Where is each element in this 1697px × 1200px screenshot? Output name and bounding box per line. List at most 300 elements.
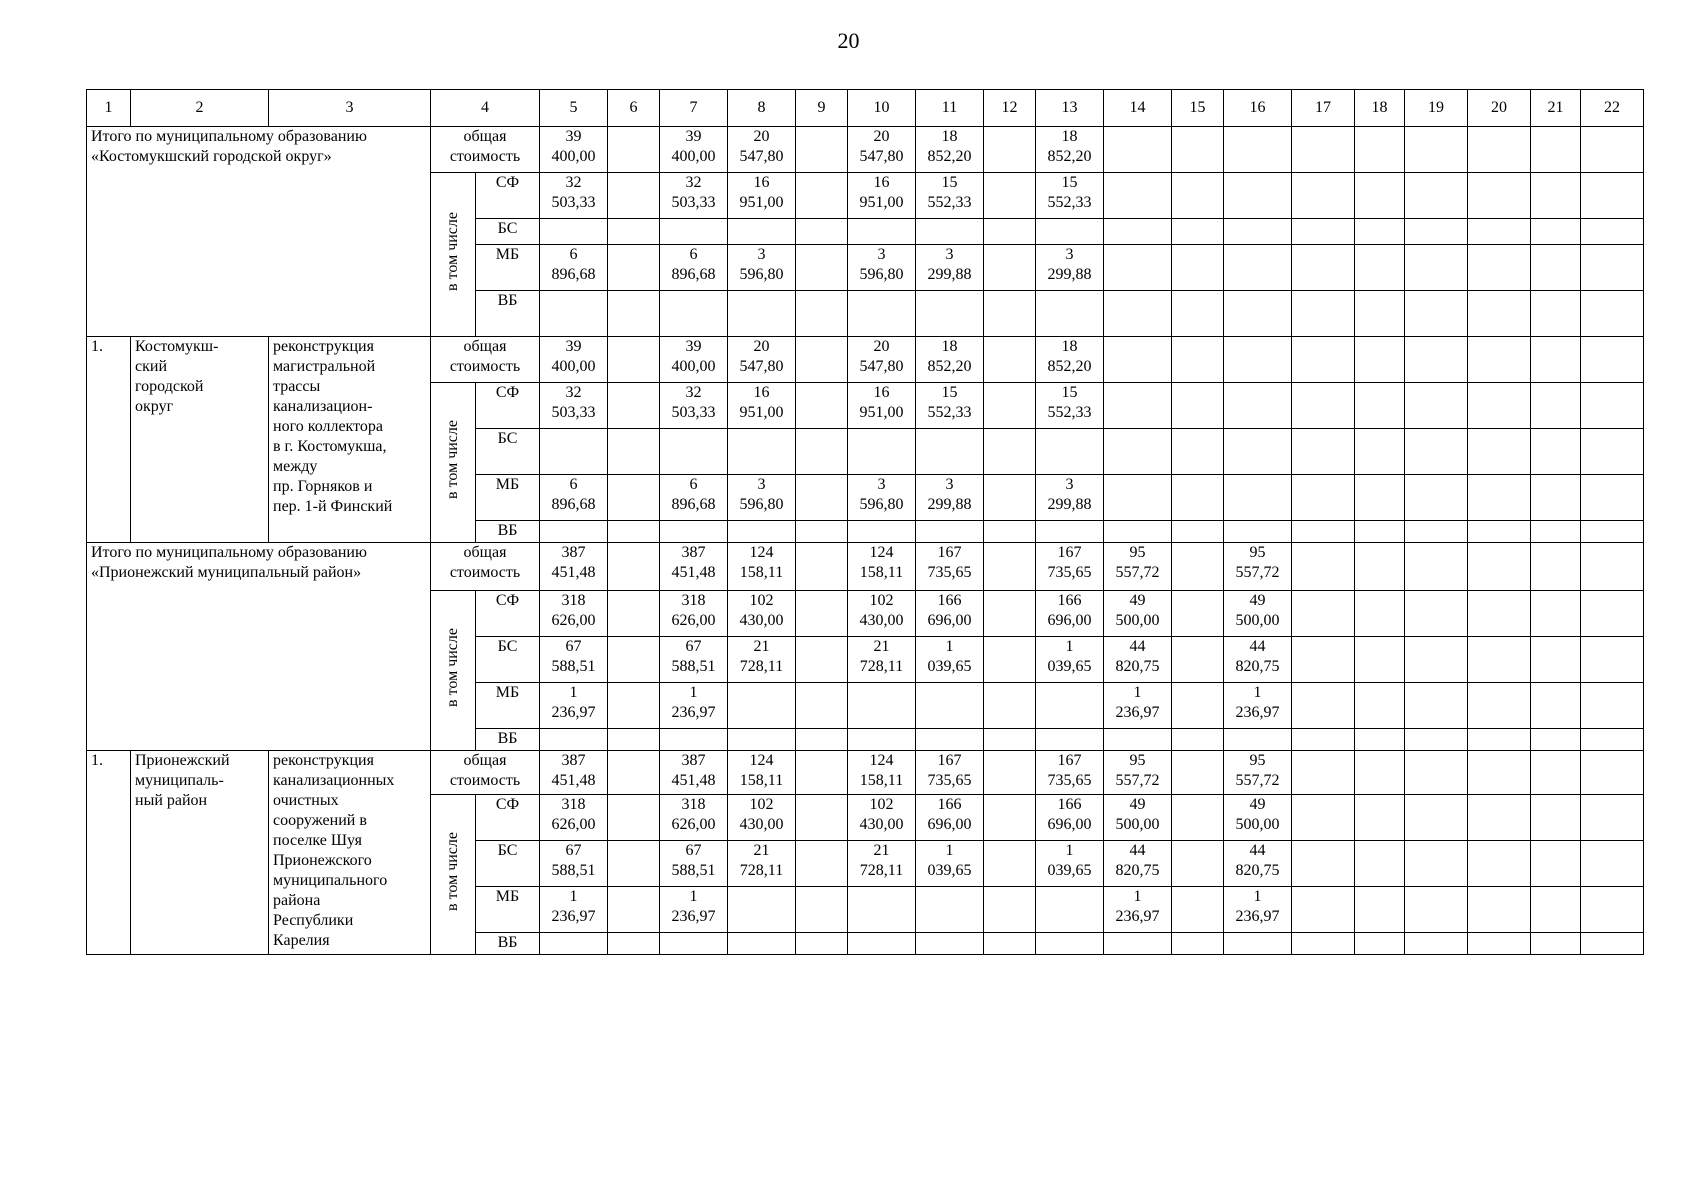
value-cell (1581, 173, 1644, 219)
value-cell: 124 158,11 (728, 751, 796, 795)
value-cell: 32 503,33 (540, 173, 608, 219)
value-cell (1172, 795, 1224, 841)
value-cell (796, 751, 848, 795)
value-cell (1224, 383, 1292, 429)
source-label: СФ (476, 173, 540, 219)
value-cell (540, 219, 608, 245)
value-cell (1468, 383, 1531, 429)
value-cell (984, 521, 1036, 543)
value-cell (1104, 219, 1172, 245)
value-cell (1405, 729, 1468, 751)
column-header: 2 (131, 90, 269, 127)
value-cell (1355, 751, 1405, 795)
value-cell (916, 683, 984, 729)
value-cell (540, 729, 608, 751)
value-cell: 67 588,51 (540, 841, 608, 887)
value-cell (1292, 383, 1355, 429)
value-cell (660, 219, 728, 245)
value-cell (660, 429, 728, 475)
value-cell (1531, 887, 1581, 933)
value-cell (1224, 127, 1292, 173)
value-cell (728, 219, 796, 245)
value-cell (796, 841, 848, 887)
value-cell (1104, 383, 1172, 429)
value-cell (1468, 173, 1531, 219)
value-cell (608, 591, 660, 637)
value-cell (1531, 127, 1581, 173)
including-text: в том числе (444, 212, 461, 291)
value-cell (1355, 683, 1405, 729)
value-cell (1292, 795, 1355, 841)
value-cell (728, 887, 796, 933)
value-cell: 49 500,00 (1104, 591, 1172, 637)
value-cell (1405, 337, 1468, 383)
value-cell (1581, 543, 1644, 591)
value-cell (1581, 475, 1644, 521)
column-header: 10 (848, 90, 916, 127)
value-cell: 18 852,20 (916, 337, 984, 383)
value-cell (1172, 127, 1224, 173)
value-cell: 318 626,00 (540, 795, 608, 841)
column-header: 14 (1104, 90, 1172, 127)
value-cell (796, 127, 848, 173)
value-cell (1104, 429, 1172, 475)
value-cell: 16 951,00 (848, 383, 916, 429)
value-cell (1172, 383, 1224, 429)
value-cell (916, 219, 984, 245)
value-cell (1531, 245, 1581, 291)
value-cell (1036, 887, 1104, 933)
column-header: 7 (660, 90, 728, 127)
value-cell (660, 729, 728, 751)
value-cell: 20 547,80 (848, 337, 916, 383)
value-cell (1292, 591, 1355, 637)
column-header: 19 (1405, 90, 1468, 127)
value-cell: 167 735,65 (916, 751, 984, 795)
value-cell (1468, 337, 1531, 383)
value-cell: 21 728,11 (728, 841, 796, 887)
source-label: СФ (476, 591, 540, 637)
value-cell (1224, 245, 1292, 291)
value-cell: 95 557,72 (1104, 543, 1172, 591)
total-title: Итого по муниципальному образованию «Костомукшский городской округ» (87, 127, 431, 337)
value-cell (796, 173, 848, 219)
item-number: 1. (87, 751, 131, 955)
value-cell (796, 543, 848, 591)
value-cell (1355, 383, 1405, 429)
source-label: СФ (476, 383, 540, 429)
value-cell (916, 521, 984, 543)
value-cell (916, 429, 984, 475)
column-header: 15 (1172, 90, 1224, 127)
value-cell (1172, 337, 1224, 383)
value-cell (1468, 933, 1531, 955)
value-cell (1531, 219, 1581, 245)
value-cell (1581, 841, 1644, 887)
value-cell (608, 429, 660, 475)
header-row (87, 90, 1644, 127)
value-cell (1405, 173, 1468, 219)
value-cell (848, 521, 916, 543)
value-cell: 1 236,97 (1224, 683, 1292, 729)
value-cell: 387 451,48 (660, 751, 728, 795)
value-cell (608, 475, 660, 521)
value-cell (1531, 751, 1581, 795)
value-cell: 167 735,65 (916, 543, 984, 591)
value-cell (1531, 383, 1581, 429)
value-cell (984, 933, 1036, 955)
value-cell (1104, 173, 1172, 219)
value-cell (608, 127, 660, 173)
value-cell (1172, 637, 1224, 683)
value-cell (1355, 521, 1405, 543)
value-cell: 124 158,11 (728, 543, 796, 591)
value-cell (984, 383, 1036, 429)
value-cell (1292, 219, 1355, 245)
value-cell: 49 500,00 (1224, 795, 1292, 841)
value-cell: 95 557,72 (1224, 543, 1292, 591)
value-cell: 49 500,00 (1224, 591, 1292, 637)
value-cell (1405, 521, 1468, 543)
value-cell (1405, 591, 1468, 637)
value-cell (1224, 475, 1292, 521)
value-cell (608, 933, 660, 955)
including-label (431, 795, 476, 955)
value-cell (1468, 591, 1531, 637)
value-cell (1224, 933, 1292, 955)
value-cell (1405, 887, 1468, 933)
value-cell (608, 521, 660, 543)
value-cell (1468, 637, 1531, 683)
value-cell (1468, 475, 1531, 521)
value-cell: 44 820,75 (1224, 637, 1292, 683)
value-cell (1581, 383, 1644, 429)
value-cell (1468, 521, 1531, 543)
value-cell: 20 547,80 (728, 337, 796, 383)
value-cell (1405, 637, 1468, 683)
value-cell (1292, 543, 1355, 591)
including-label (431, 173, 476, 337)
value-cell (608, 383, 660, 429)
value-cell (608, 173, 660, 219)
source-label: СФ (476, 795, 540, 841)
table-row (87, 751, 1644, 795)
column-header: 20 (1468, 90, 1531, 127)
value-cell (1172, 245, 1224, 291)
value-cell (1405, 429, 1468, 475)
value-cell: 39 400,00 (660, 127, 728, 173)
value-cell: 3 596,80 (728, 475, 796, 521)
value-cell (1224, 291, 1292, 337)
value-cell: 44 820,75 (1104, 637, 1172, 683)
column-header: 22 (1581, 90, 1644, 127)
value-cell: 166 696,00 (916, 591, 984, 637)
value-cell (1292, 729, 1355, 751)
value-cell: 166 696,00 (916, 795, 984, 841)
value-cell (1405, 475, 1468, 521)
value-cell: 49 500,00 (1104, 795, 1172, 841)
value-cell: 102 430,00 (728, 591, 796, 637)
value-cell (848, 683, 916, 729)
value-cell (608, 291, 660, 337)
including-label (431, 383, 476, 543)
value-cell: 3 596,80 (848, 245, 916, 291)
value-cell (1531, 173, 1581, 219)
value-cell (1468, 795, 1531, 841)
value-cell (1104, 729, 1172, 751)
value-cell (1292, 683, 1355, 729)
value-cell (1468, 127, 1531, 173)
value-cell (660, 291, 728, 337)
value-cell (1036, 683, 1104, 729)
value-cell (1581, 245, 1644, 291)
value-cell (796, 591, 848, 637)
total-title: Итого по муниципальному образованию «Прионежский муниципальный район» (87, 543, 431, 751)
value-cell (1172, 475, 1224, 521)
column-header: 9 (796, 90, 848, 127)
column-header: 8 (728, 90, 796, 127)
value-cell (1405, 683, 1468, 729)
value-cell (1405, 841, 1468, 887)
value-cell (1581, 521, 1644, 543)
source-label: МБ (476, 683, 540, 729)
value-cell: 102 430,00 (848, 591, 916, 637)
value-cell (1355, 337, 1405, 383)
value-cell (1172, 591, 1224, 637)
value-cell (1104, 127, 1172, 173)
value-cell (1581, 219, 1644, 245)
value-cell (608, 543, 660, 591)
value-cell (1405, 383, 1468, 429)
item-description: реконструкция магистральной трассы канализацион- ного коллектора в г. Костомукша, между пр. Горняков и пер. 1-й Финский (269, 337, 431, 543)
value-cell: 15 552,33 (916, 173, 984, 219)
value-cell: 21 728,11 (848, 637, 916, 683)
value-cell (1292, 127, 1355, 173)
value-cell: 1 236,97 (1224, 887, 1292, 933)
value-cell: 1 039,65 (1036, 637, 1104, 683)
value-cell (1036, 729, 1104, 751)
value-cell (1355, 429, 1405, 475)
value-cell (1581, 337, 1644, 383)
value-cell: 39 400,00 (660, 337, 728, 383)
value-cell (1531, 933, 1581, 955)
value-cell: 3 299,88 (1036, 475, 1104, 521)
value-cell: 44 820,75 (1104, 841, 1172, 887)
value-cell (796, 429, 848, 475)
value-cell (1224, 219, 1292, 245)
value-cell (984, 729, 1036, 751)
value-cell (1292, 173, 1355, 219)
source-label: БС (476, 429, 540, 475)
value-cell: 166 696,00 (1036, 795, 1104, 841)
value-cell (848, 933, 916, 955)
value-cell (1531, 543, 1581, 591)
value-cell (1355, 841, 1405, 887)
column-header: 17 (1292, 90, 1355, 127)
value-cell: 1 236,97 (660, 887, 728, 933)
value-cell (1355, 591, 1405, 637)
value-cell: 387 451,48 (660, 543, 728, 591)
value-cell (1468, 887, 1531, 933)
value-cell (1468, 683, 1531, 729)
value-cell (1405, 933, 1468, 955)
item-name: Костомукш- ский городской округ (131, 337, 269, 543)
value-cell (1172, 887, 1224, 933)
value-cell (1405, 245, 1468, 291)
value-cell (608, 795, 660, 841)
value-cell (1172, 729, 1224, 751)
value-cell (1405, 543, 1468, 591)
value-cell (984, 475, 1036, 521)
value-cell: 21 728,11 (728, 637, 796, 683)
value-cell (1405, 291, 1468, 337)
value-cell (608, 729, 660, 751)
including-text: в том числе (444, 628, 461, 707)
value-cell (848, 291, 916, 337)
value-cell (1531, 475, 1581, 521)
value-cell (984, 683, 1036, 729)
value-cell: 1 039,65 (916, 841, 984, 887)
value-cell (984, 337, 1036, 383)
item-number: 1. (87, 337, 131, 543)
value-cell (916, 933, 984, 955)
column-header: 3 (269, 90, 431, 127)
source-label: БС (476, 637, 540, 683)
value-cell: 3 596,80 (848, 475, 916, 521)
value-cell (1036, 933, 1104, 955)
value-cell: 3 299,88 (916, 245, 984, 291)
value-cell (1531, 591, 1581, 637)
value-cell (848, 887, 916, 933)
value-cell: 1 236,97 (1104, 683, 1172, 729)
value-cell (1355, 729, 1405, 751)
column-header: 12 (984, 90, 1036, 127)
value-cell (1355, 475, 1405, 521)
value-cell (796, 245, 848, 291)
value-cell (1104, 291, 1172, 337)
value-cell (1355, 219, 1405, 245)
value-cell: 15 552,33 (1036, 173, 1104, 219)
source-label: ВБ (476, 729, 540, 751)
value-cell: 67 588,51 (660, 841, 728, 887)
value-cell (1172, 933, 1224, 955)
value-cell (728, 521, 796, 543)
value-cell: 167 735,65 (1036, 751, 1104, 795)
value-cell (1355, 173, 1405, 219)
value-cell (540, 429, 608, 475)
value-cell (984, 841, 1036, 887)
value-cell (1172, 841, 1224, 887)
value-cell (984, 591, 1036, 637)
value-cell (1172, 543, 1224, 591)
value-cell: 20 547,80 (728, 127, 796, 173)
value-cell (796, 475, 848, 521)
value-cell (1104, 337, 1172, 383)
value-cell (540, 521, 608, 543)
value-cell: 32 503,33 (660, 173, 728, 219)
value-cell (608, 751, 660, 795)
value-cell (1531, 337, 1581, 383)
value-cell: 387 451,48 (540, 751, 608, 795)
including-label (431, 591, 476, 751)
value-cell: 15 552,33 (1036, 383, 1104, 429)
value-cell (1581, 291, 1644, 337)
value-cell (984, 173, 1036, 219)
value-cell (1531, 729, 1581, 751)
value-cell (1355, 887, 1405, 933)
value-cell (1036, 291, 1104, 337)
value-cell (848, 219, 916, 245)
source-label: МБ (476, 475, 540, 521)
value-cell (1581, 637, 1644, 683)
column-header: 5 (540, 90, 608, 127)
value-cell (1292, 429, 1355, 475)
source-label: БС (476, 219, 540, 245)
value-cell (1224, 173, 1292, 219)
value-cell (796, 291, 848, 337)
value-cell (1531, 521, 1581, 543)
value-cell (1355, 543, 1405, 591)
value-cell: 44 820,75 (1224, 841, 1292, 887)
value-cell (728, 729, 796, 751)
value-cell: 318 626,00 (660, 795, 728, 841)
value-cell (1581, 127, 1644, 173)
value-cell (540, 933, 608, 955)
value-cell (1292, 887, 1355, 933)
source-label: ВБ (476, 291, 540, 337)
source-label: ВБ (476, 933, 540, 955)
value-cell: 32 503,33 (540, 383, 608, 429)
value-cell (984, 127, 1036, 173)
value-cell (1104, 245, 1172, 291)
value-cell (1355, 291, 1405, 337)
value-cell (984, 291, 1036, 337)
value-cell: 18 852,20 (1036, 337, 1104, 383)
investment-table (86, 89, 1644, 955)
item-name: Прионежский муниципаль- ный район (131, 751, 269, 955)
value-cell (1355, 245, 1405, 291)
value-cell (608, 337, 660, 383)
value-cell (984, 245, 1036, 291)
value-cell (1581, 729, 1644, 751)
value-cell (1172, 429, 1224, 475)
item-description: реконструкция канализационных очистных сооружений в поселке Шуя Прионежского муниципального района Республики Карелия (269, 751, 431, 955)
value-cell: 387 451,48 (540, 543, 608, 591)
value-cell (1292, 933, 1355, 955)
value-cell (796, 795, 848, 841)
value-cell (1581, 683, 1644, 729)
column-header: 18 (1355, 90, 1405, 127)
value-cell: 95 557,72 (1104, 751, 1172, 795)
value-cell (916, 729, 984, 751)
value-cell (796, 729, 848, 751)
column-header: 4 (431, 90, 540, 127)
value-cell (608, 887, 660, 933)
value-cell (1581, 933, 1644, 955)
value-cell (1355, 933, 1405, 955)
column-header: 11 (916, 90, 984, 127)
column-header: 13 (1036, 90, 1104, 127)
value-cell (1581, 429, 1644, 475)
value-cell (984, 637, 1036, 683)
value-cell (796, 683, 848, 729)
value-cell (796, 887, 848, 933)
column-header: 16 (1224, 90, 1292, 127)
value-cell (984, 543, 1036, 591)
value-cell: 1 039,65 (1036, 841, 1104, 887)
value-cell: 318 626,00 (660, 591, 728, 637)
value-cell: 16 951,00 (728, 383, 796, 429)
